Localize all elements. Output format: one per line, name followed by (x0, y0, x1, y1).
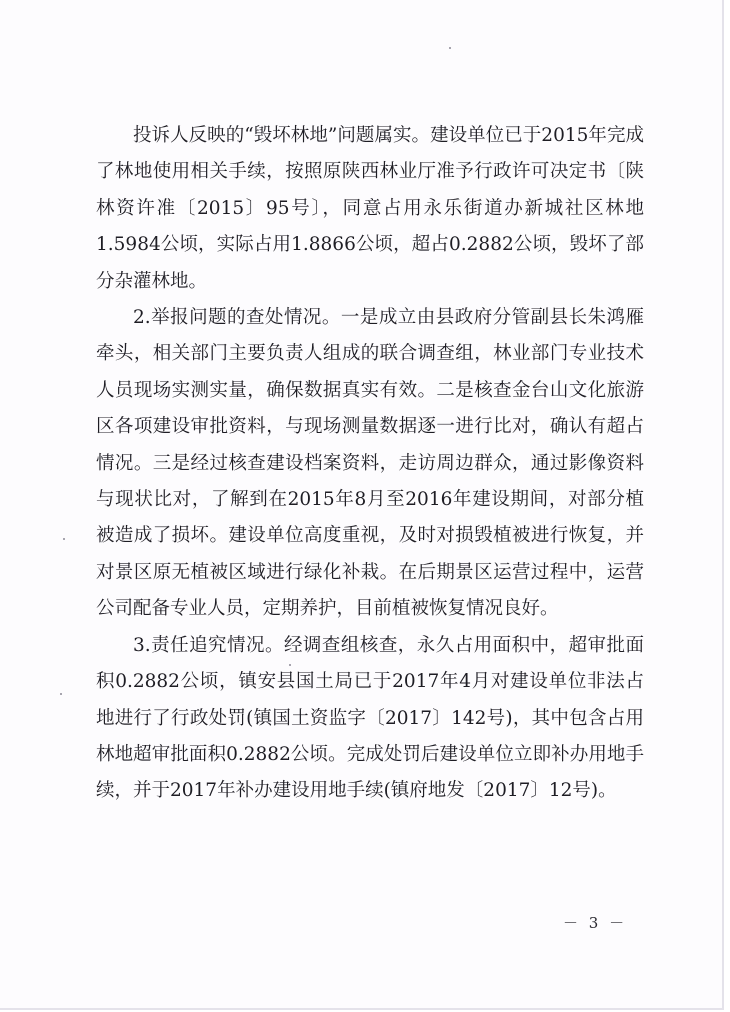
paragraph-complaint-verified: 投诉人反映的“毁坏林地”问题属实。建设单位已于2015年完成了林地使用相关手续，按照原陕西林业厅准予行政许可决定书〔陕林资许准〔2015〕95号〕，同意占用永乐街道办新城社区林地1.5984公顷，实际占用1.8866公顷，超占0.2882公顷，毁坏了部分杂灌林地。 (96, 125, 644, 292)
document-body (96, 118, 644, 810)
paragraph-accountability: 3.责任追究情况。经调查组核查，永久占用面积中，超审批面积0.2882公顷，镇安县国土局已于2017年4月对建设单位非法占地进行了行政处罚(镇国土资监字〔2017〕142号)，其中包含占用林地超审批面积0.2882公顷。完成处罚后建设单位立即补办用地手续，并于2017年补办建设用地手续(镇府地发〔2017〕12号)。 (96, 634, 644, 802)
scan-speck (449, 47, 451, 49)
scan-speck (60, 693, 62, 695)
page-number: － 3 － (563, 914, 628, 932)
paragraph-investigation: 2.举报问题的查处情况。一是成立由县政府分管副县长朱鸿雁牵头，相关部门主要负责人组成的联合调查组，林业部门专业技术人员现场实测实量，确保数据真实有效。二是核查金台山文化旅游区各项建设审批资料，与现场测量数据逐一进行比对，确认有超占情况。三是经过核查建设档案资料，走访周边群众，通过影像资料与现状比对，了解到在2015年8月至2016年建设期间，对部分植被造成了损坏。建设单位高度重视，及时对损毁植被进行恢复，并对景区原无植被区域进行绿化补栽。在后期景区运营过程中，运营公司配备专业人员，定期养护，目前植被恢复情况良好。 (96, 307, 644, 620)
scan-speck (289, 664, 291, 666)
scan-speck (63, 538, 65, 540)
